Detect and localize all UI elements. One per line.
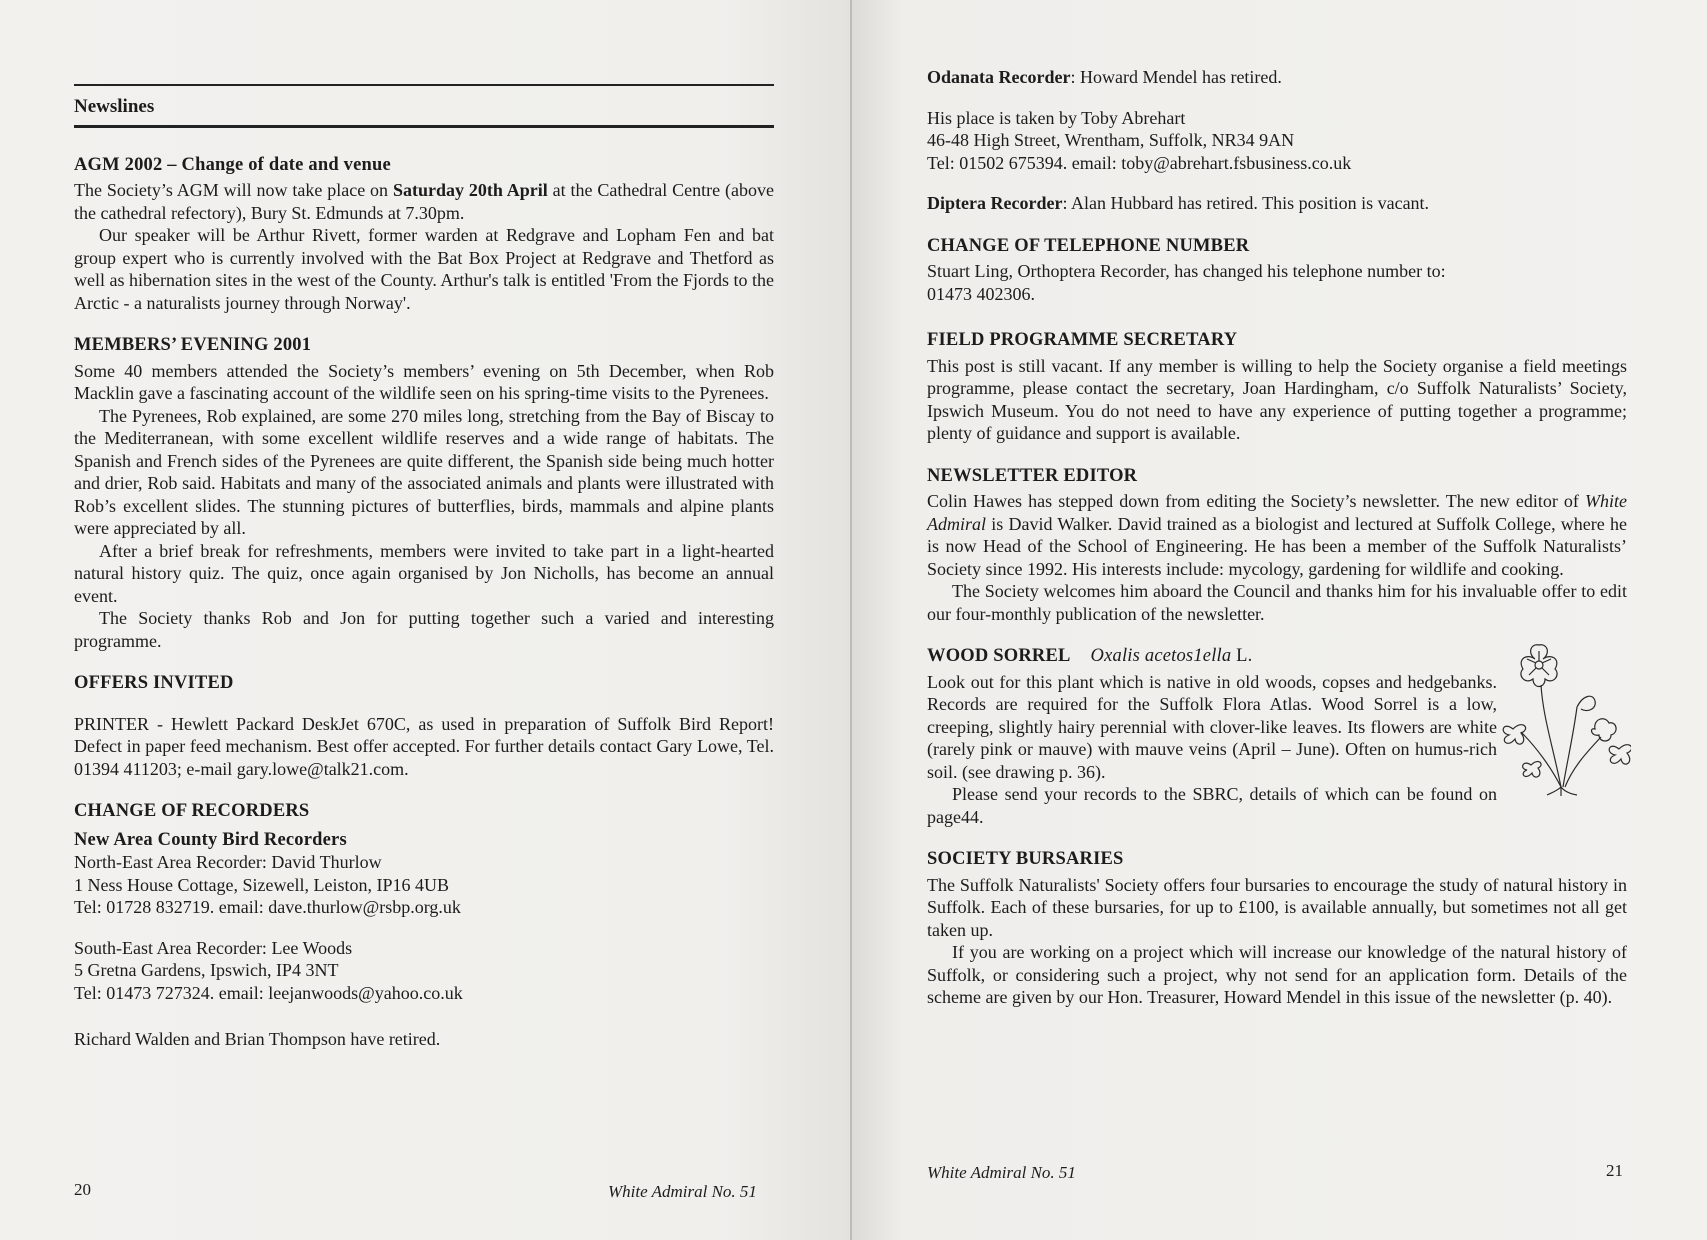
odanata-replacement-contact: Tel: 01502 675394. email: toby@abrehart.fsbusiness.co.uk — [927, 152, 1352, 173]
left-page-number: 20 — [74, 1180, 91, 1199]
wood-sorrel-drawing — [1491, 637, 1631, 797]
members-paragraph-3: After a brief break for refreshments, members were invited to take part in a light-hearted natural history quiz. The quiz, once again organised by Jon Nicholls, has become an annual event. — [74, 540, 774, 606]
ne-recorder-name: North-East Area Recorder: David Thurlow — [74, 852, 382, 872]
publication-title: White Admiral — [927, 491, 1627, 534]
members-paragraph-2: The Pyrenees, Rob explained, are some 270 miles long, stretching from the Bay of Biscay to the Mediterranean, with some excellent wildlife reserves and a wide range of habitats. The Spanish and French sides of the Pyrenees are quite different, the Spanish side being much hotter and drier, Rob said. Habitats and many of the associated animals and plants were illustrated with Rob’s excellent slides. The stunning pictures of butterflies, birds, mammals and alpine plants were appreciated by all. — [74, 405, 774, 538]
right-column — [927, 66, 1627, 1009]
editor-paragraph-1: Colin Hawes has stepped down from editing the Society’s newsletter. The new editor of White Admiral is David Walker. David trained as a biologist and lectured at Suffolk College, where he is now Head of the School of Engineering. He has been a member of the Suffolk Naturalists’ Society since 1992. His interests include: mycology, gardening for wildlife and cooking. — [927, 491, 1627, 579]
odanata-recorder: Odanata Recorder: Howard Mendel has retired. — [927, 67, 1282, 87]
wood-sorrel-text — [927, 671, 1497, 829]
wood-sorrel-heading: WOOD SORREL Oxalis acetos1ella L. — [927, 646, 1253, 666]
right-page — [852, 0, 1707, 1240]
odanata-replacement-address: 46-48 High Street, Wrentham, Suffolk, NR34 9AN — [927, 130, 1295, 150]
left-column — [74, 84, 774, 1051]
sorrel-paragraph-2: Please send your records to the SBRC, details of which can be found on page44. — [927, 784, 1497, 827]
species-name: Oxalis acetos1ella — [1090, 646, 1232, 666]
offers-paragraph: PRINTER - Hewlett Packard DeskJet 670C, as used in preparation of Suffolk Bird Report! Defect in paper feed mechanism. Best offer accepted. For further details contact Gary Lowe, Tel. 01394 411203; e-mail gary.lowe@talk21.com. — [74, 713, 774, 779]
right-footer-title: White Admiral No. 51 — [927, 1163, 1076, 1182]
offers-heading: OFFERS INVITED — [74, 673, 234, 693]
members-paragraph-4: The Society thanks Rob and Jon for putting together such a varied and interesting programme. — [74, 608, 774, 651]
bird-recorders-subheading: New Area County Bird Recorders — [74, 829, 347, 850]
diptera-recorder: Diptera Recorder: Alan Hubbard has retired. This position is vacant. — [927, 193, 1430, 213]
agm-paragraph-1: The Society’s AGM will now take place on Saturday 20th April at the Cathedral Centre (above the cathedral refectory), Bury St. Edmunds at 7.30pm. — [74, 180, 774, 223]
field-programme-heading: FIELD PROGRAMME SECRETARY — [927, 330, 1238, 350]
se-recorder-contact: Tel: 01473 727324. email: leejanwoods@yahoo.co.uk — [74, 982, 463, 1003]
bursaries-heading: SOCIETY BURSARIES — [927, 849, 1124, 869]
left-footer-title: White Admiral No. 51 — [608, 1182, 757, 1201]
members-paragraph-1: Some 40 members attended the Society’s members’ evening on 5th December, when Rob Macklin gave a fascinating account of the wildlife seen on his spring-time visits to the Pyrenees. — [74, 360, 774, 403]
agm-heading: AGM 2002 – Change of date and venue — [74, 154, 391, 175]
newsletter-editor-heading: NEWSLETTER EDITOR — [927, 465, 1138, 486]
sorrel-paragraph-1: Look out for this plant which is native in old woods, copses and hedgebanks. Records are required for the Suffolk Flora Atlas. Wood Sorrel is a low, creeping, slightly hairy perennial with clover-like leaves. Its flowers are white (rarely pink or mauve) with mauve veins (April – June). Often on humus-rich soil. (see drawing p. 36). — [927, 671, 1497, 782]
telephone-heading: CHANGE OF TELEPHONE NUMBER — [927, 235, 1250, 256]
bursaries-paragraph-1: The Suffolk Naturalists' Society offers four bursaries to encourage the study of natural history in Suffolk. Each of these bursaries, for up to £100, is available annually, but sometimes not all get taken up. — [927, 874, 1627, 940]
bursaries-paragraph-2: If you are working on a project which will increase our knowledge of the natural history of Suffolk, or considering such a project, why not send for an application form. Details of the scheme are given by our Hon. Treasurer, Howard Mendel in this issue of the newsletter (p. 40). — [927, 942, 1627, 1007]
agm-date: Saturday 20th April — [392, 180, 548, 200]
telephone-line-2: 01473 402306. — [927, 283, 1035, 304]
wood-sorrel-section — [927, 645, 1627, 828]
left-page — [0, 0, 852, 1240]
agm-paragraph-2: Our speaker will be Arthur Rivett, former warden at Redgrave and Lopham Fen and bat group expert who is currently involved with the Bat Box Project at Redgrave and Thetford as well as hibernation sites in the west of the County. Arthur's talk is entitled 'From the Fjords to the Arctic - a naturalists journey through Norway'. — [74, 225, 774, 313]
se-recorder-address: 5 Gretna Gardens, Ipswich, IP4 3NT — [74, 960, 339, 980]
field-programme-paragraph: This post is still vacant. If any member is willing to help the Society organise a field meetings programme, please contact the secretary, Joan Hardingham, c/o Suffolk Naturalists’ Society, Ipswich Museum. You do not need to have any experience of putting together a programme; plenty of guidance and support is available. — [927, 355, 1627, 443]
telephone-line-1: Stuart Ling, Orthoptera Recorder, has changed his telephone number to: — [927, 261, 1446, 281]
se-recorder-name: South-East Area Recorder: Lee Woods — [74, 937, 353, 958]
odanata-replacement-name: His place is taken by Toby Abrehart — [927, 107, 1186, 128]
ne-recorder-address: 1 Ness House Cottage, Sizewell, Leiston, IP16 4UB — [74, 874, 449, 895]
editor-paragraph-2: The Society welcomes him aboard the Council and thanks him for his invaluable offer to edit our four-monthly publication of the newsletter. — [927, 581, 1627, 624]
newslines-banner: Newslines — [74, 84, 774, 128]
members-evening-heading: MEMBERS’ EVENING 2001 — [74, 335, 312, 355]
recorders-heading: CHANGE OF RECORDERS — [74, 801, 310, 821]
retired-recorders: Richard Walden and Brian Thompson have retired. — [74, 1029, 441, 1049]
ne-recorder-contact: Tel: 01728 832719. email: dave.thurlow@rsbp.org.uk — [74, 897, 461, 917]
right-page-number: 21 — [1606, 1161, 1623, 1180]
